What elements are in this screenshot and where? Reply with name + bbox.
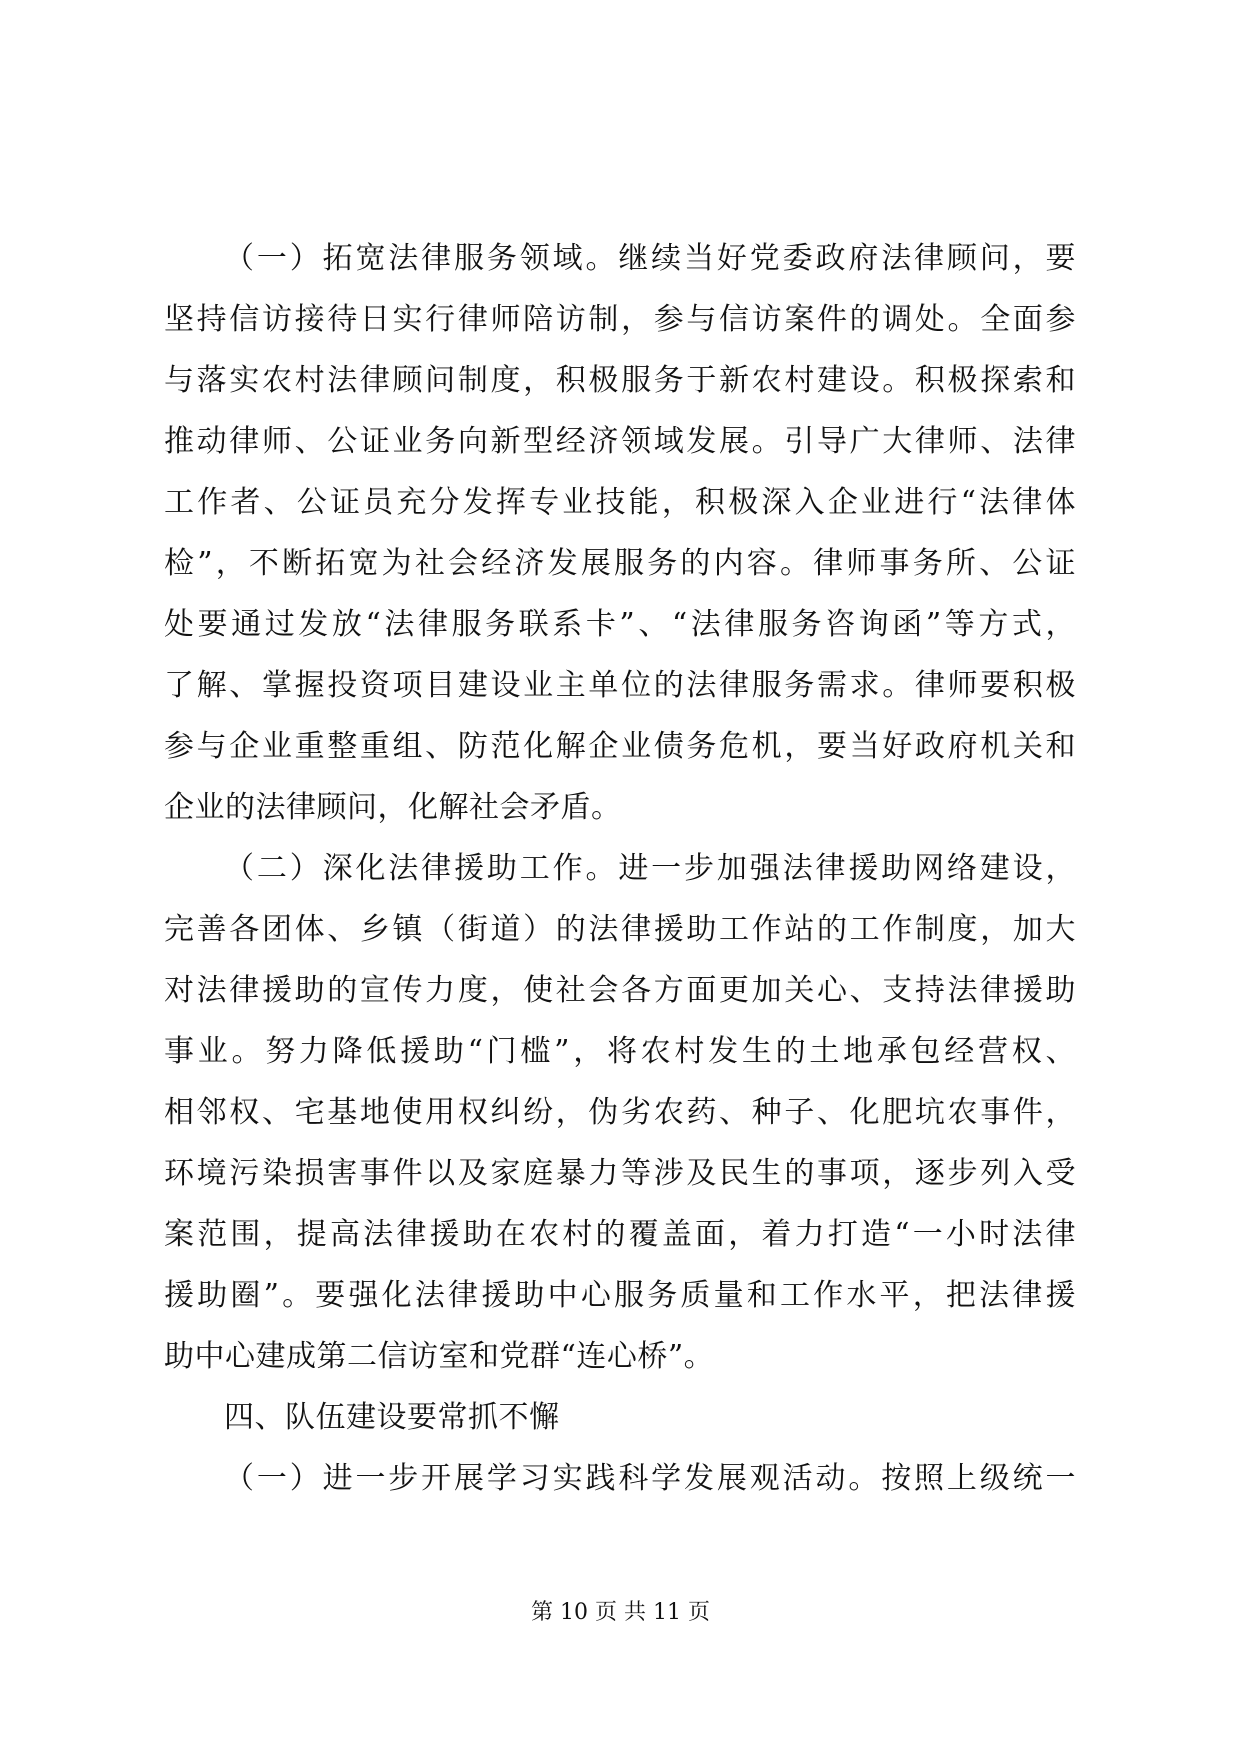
paragraph-line: 助中心建成第二信访室和党群“连心桥”。 — [164, 1339, 715, 1374]
paragraph-line: （一）拓宽法律服务领域。继续当好党委政府法律顾问，要 — [224, 241, 1076, 276]
paragraph-line: 完善各团体、乡镇（街道）的法律援助工作站的工作制度，加大 — [164, 912, 1076, 947]
paragraph-line: 对法律援助的宣传力度，使社会各方面更加关心、支持法律援助 — [164, 973, 1076, 1008]
paragraph-line: 企业的法律顾问，化解社会矛盾。 — [164, 790, 622, 825]
page-footer: 第 10 页 共 11 页 — [531, 1600, 710, 1625]
paragraph-line: 处要通过发放“法律服务联系卡”、“法律服务咨询函”等方式， — [164, 607, 1076, 642]
paragraph-line: 参与企业重整重组、防范化解企业债务危机，要当好政府机关和 — [164, 729, 1076, 764]
paragraph-line: 工作者、公证员充分发挥专业技能，积极深入企业进行“法律体 — [164, 485, 1076, 520]
paragraph-line: 了解、掌握投资项目建设业主单位的法律服务需求。律师要积极 — [164, 668, 1076, 703]
paragraph-line: （二）深化法律援助工作。进一步加强法律援助网络建设， — [224, 851, 1076, 886]
paragraph-line: 检”，不断拓宽为社会经济发展服务的内容。律师事务所、公证 — [164, 546, 1076, 581]
paragraph-line: 推动律师、公证业务向新型经济领域发展。引导广大律师、法律 — [164, 424, 1076, 459]
paragraph-line: 案范围，提高法律援助在农村的覆盖面，着力打造“一小时法律 — [164, 1217, 1076, 1252]
body-text — [164, 228, 1076, 1509]
paragraph-line: 与落实农村法律顾问制度，积极服务于新农村建设。积极探索和 — [164, 363, 1076, 398]
paragraph-line: 事业。努力降低援助“门槛”，将农村发生的土地承包经营权、 — [164, 1034, 1076, 1069]
paragraph-line: 相邻权、宅基地使用权纠纷，伪劣农药、种子、化肥坑农事件， — [164, 1095, 1076, 1130]
paragraph-line: 援助圈”。要强化法律援助中心服务质量和工作水平，把法律援 — [164, 1278, 1076, 1313]
paragraph-line: （一）进一步开展学习实践科学发展观活动。按照上级统一 — [224, 1461, 1076, 1496]
section-heading: 四、队伍建设要常抓不懈 — [224, 1400, 560, 1435]
paragraph-line: 环境污染损害事件以及家庭暴力等涉及民生的事项，逐步列入受 — [164, 1156, 1076, 1191]
paragraph-line: 坚持信访接待日实行律师陪访制，参与信访案件的调处。全面参 — [164, 302, 1076, 337]
